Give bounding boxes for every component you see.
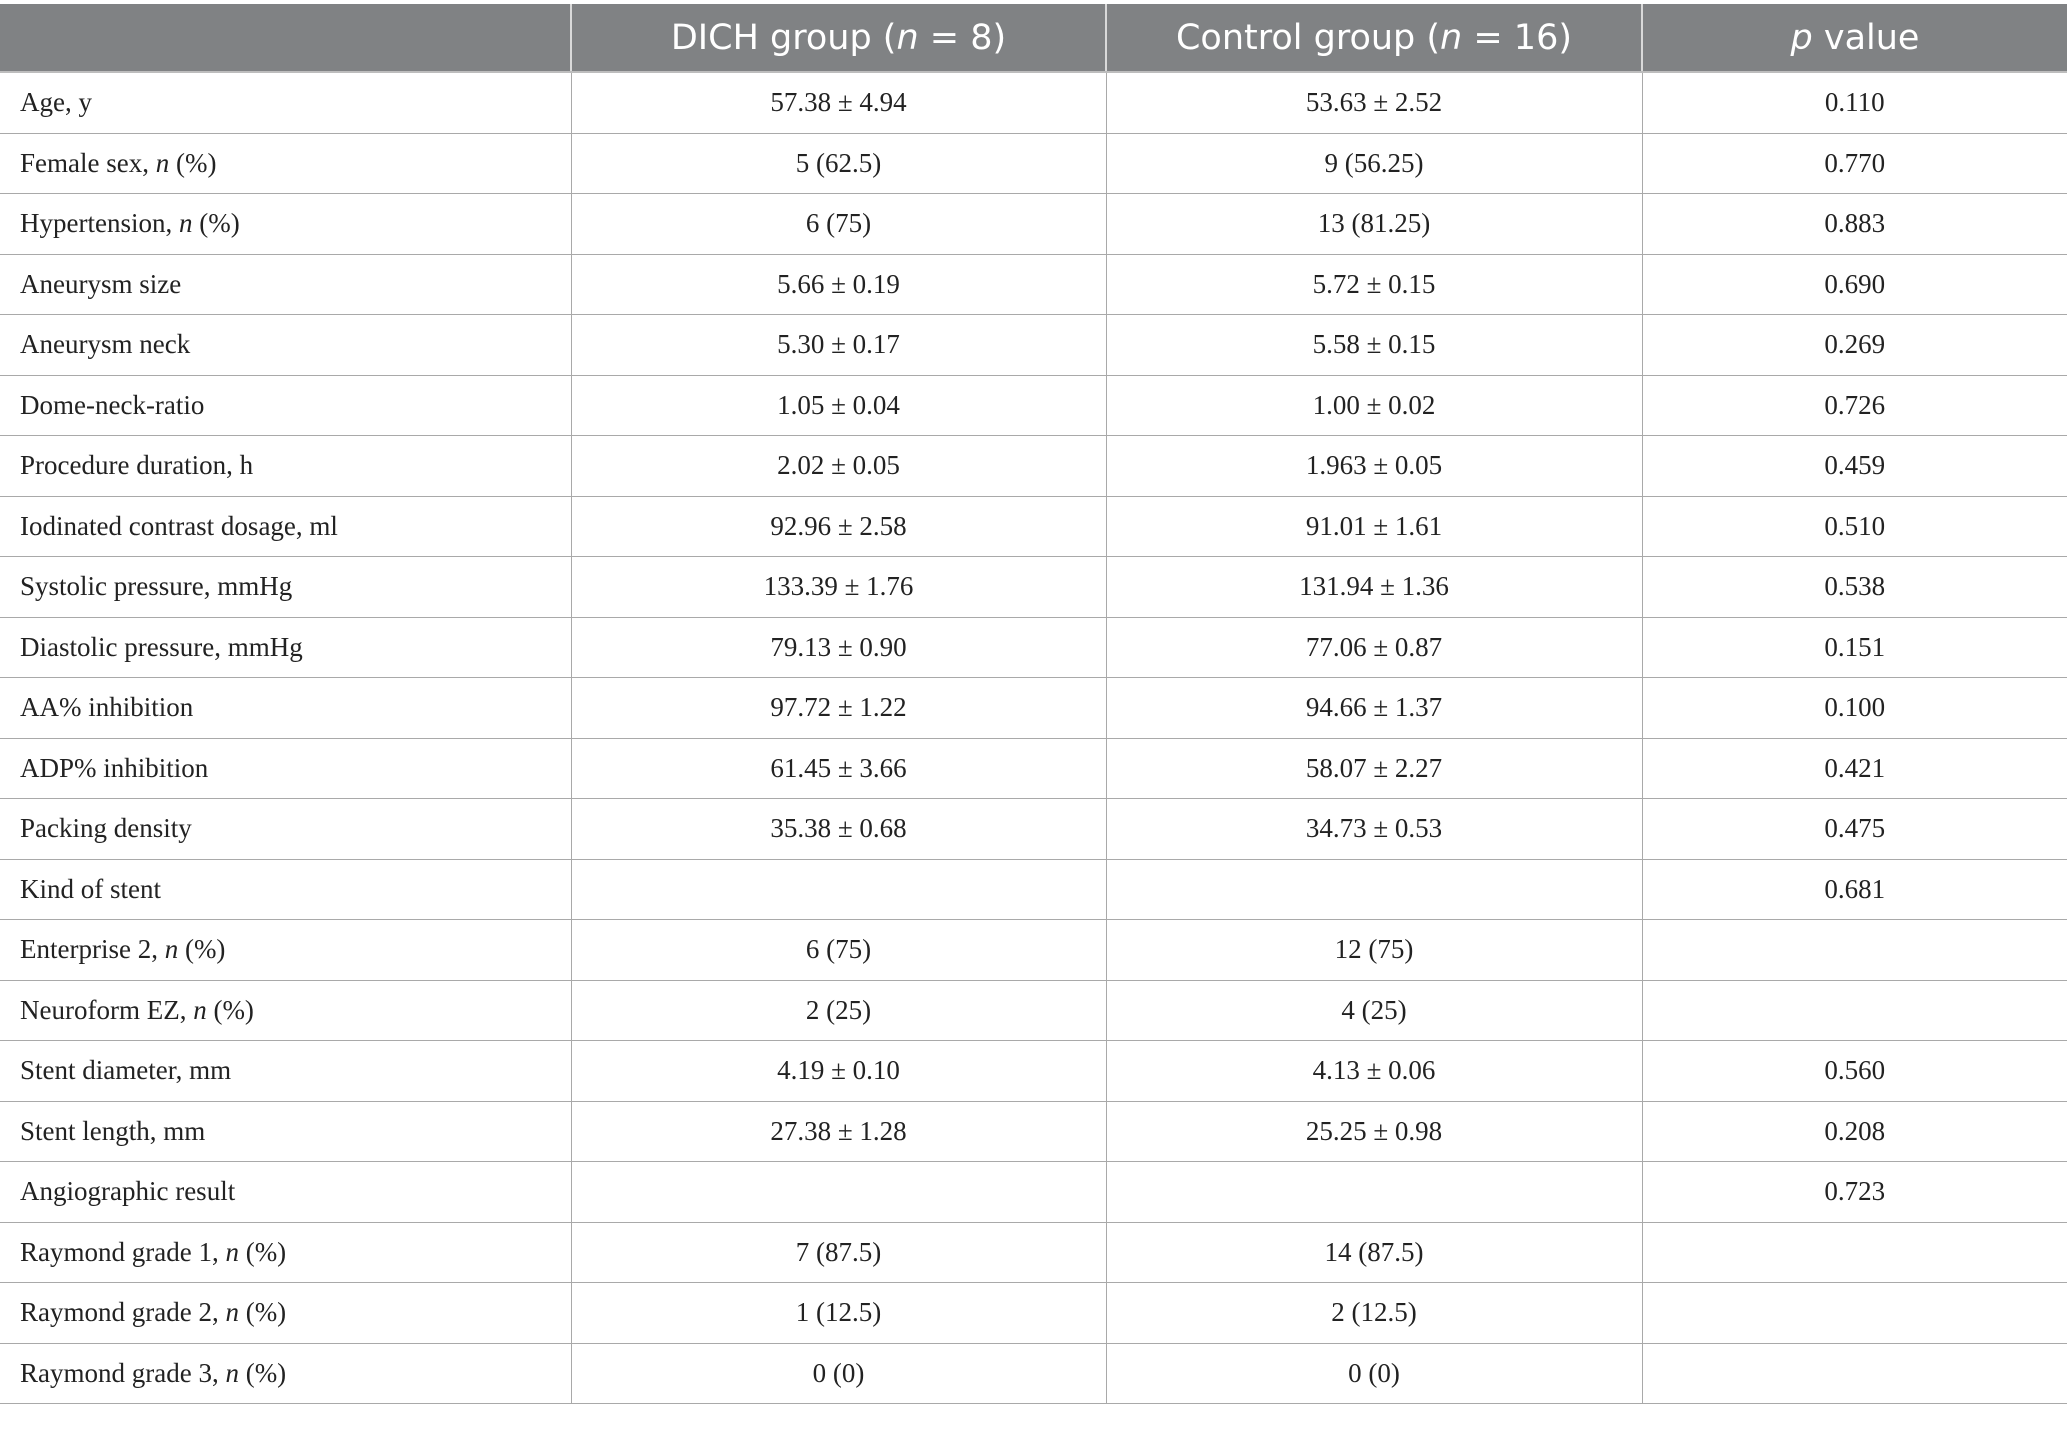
p-value-cell — [1642, 1343, 2067, 1404]
row-label-cell — [0, 72, 571, 133]
table-row — [0, 617, 2067, 678]
control-value-cell: 94.66 ± 1.37 — [1106, 678, 1642, 739]
control-value-cell: 1.00 ± 0.02 — [1106, 375, 1642, 436]
row-label: Packing density — [20, 813, 192, 844]
header-row — [0, 4, 2067, 72]
row-label: Neuroform EZ, — [20, 994, 194, 1025]
p-value-cell: 0.510 — [1642, 496, 2067, 557]
p-value-cell: 0.151 — [1642, 617, 2067, 678]
control-value-cell: 14 (87.5) — [1106, 1222, 1642, 1283]
dich-value-cell: 79.13 ± 0.90 — [571, 617, 1106, 678]
control-value-cell: 4.13 ± 0.06 — [1106, 1041, 1642, 1102]
dich-value-cell: 2 (25) — [571, 980, 1106, 1041]
header-control-suffix: = 16) — [1462, 17, 1573, 58]
header-control-group — [1106, 4, 1642, 72]
p-value-cell: 0.269 — [1642, 315, 2067, 376]
p-value-cell — [1642, 1222, 2067, 1283]
table-row — [0, 1162, 2067, 1223]
table-row — [0, 254, 2067, 315]
row-label: Iodinated contrast dosage, ml — [20, 510, 338, 541]
header-dich-group — [571, 4, 1106, 72]
table-header — [0, 4, 2067, 72]
row-label: Female sex, — [20, 147, 156, 178]
row-label: Raymond grade 2, — [20, 1297, 226, 1328]
table-row — [0, 133, 2067, 194]
row-label-tail: (%) — [238, 1236, 287, 1267]
header-p-suffix: value — [1812, 17, 1920, 58]
control-value-cell: 53.63 ± 2.52 — [1106, 72, 1642, 133]
row-label-cell — [0, 496, 571, 557]
control-value-cell — [1106, 1162, 1642, 1223]
header-dich-suffix: = 8) — [918, 17, 1007, 58]
control-value-cell: 4 (25) — [1106, 980, 1642, 1041]
header-dich-prefix: DICH group ( — [670, 17, 897, 58]
control-value-cell: 5.58 ± 0.15 — [1106, 315, 1642, 376]
dich-value-cell: 7 (87.5) — [571, 1222, 1106, 1283]
header-dich-n: n — [896, 17, 919, 58]
p-value-cell: 0.100 — [1642, 678, 2067, 739]
control-value-cell: 58.07 ± 2.27 — [1106, 738, 1642, 799]
dich-value-cell — [571, 859, 1106, 920]
row-label-cell — [0, 799, 571, 860]
control-value-cell: 77.06 ± 0.87 — [1106, 617, 1642, 678]
header-p-italic: p — [1790, 17, 1813, 58]
header-variable — [0, 4, 571, 72]
control-value-cell: 131.94 ± 1.36 — [1106, 557, 1642, 618]
table-row — [0, 1343, 2067, 1404]
table-row — [0, 194, 2067, 255]
table-row — [0, 496, 2067, 557]
table-row — [0, 859, 2067, 920]
row-label-cell — [0, 1101, 571, 1162]
dich-value-cell: 1 (12.5) — [571, 1283, 1106, 1344]
control-value-cell: 25.25 ± 0.98 — [1106, 1101, 1642, 1162]
dich-value-cell: 5 (62.5) — [571, 133, 1106, 194]
row-label: Raymond grade 3, — [20, 1357, 226, 1388]
p-value-cell — [1642, 920, 2067, 981]
table-row — [0, 72, 2067, 133]
row-label-cell — [0, 1222, 571, 1283]
row-label-italic: n — [155, 147, 170, 178]
row-label: Kind of stent — [20, 873, 161, 904]
dich-value-cell: 6 (75) — [571, 194, 1106, 255]
row-label-italic: n — [193, 994, 207, 1025]
dich-value-cell: 97.72 ± 1.22 — [571, 678, 1106, 739]
p-value-cell — [1642, 980, 2067, 1041]
dich-value-cell: 5.30 ± 0.17 — [571, 315, 1106, 376]
row-label: Aneurysm neck — [20, 329, 191, 360]
control-value-cell: 34.73 ± 0.53 — [1106, 799, 1642, 860]
row-label-cell — [0, 617, 571, 678]
p-value-cell: 0.690 — [1642, 254, 2067, 315]
table-body — [0, 72, 2067, 1404]
control-value-cell: 13 (81.25) — [1106, 194, 1642, 255]
table-row — [0, 980, 2067, 1041]
header-p-value — [1642, 4, 2067, 72]
row-label: Procedure duration, h — [20, 450, 254, 481]
row-label: Enterprise 2, — [20, 934, 165, 965]
dich-value-cell: 1.05 ± 0.04 — [571, 375, 1106, 436]
dich-value-cell: 92.96 ± 2.58 — [571, 496, 1106, 557]
row-label-cell — [0, 920, 571, 981]
row-label: Raymond grade 1, — [20, 1236, 226, 1267]
table-row — [0, 1222, 2067, 1283]
p-value-cell: 0.208 — [1642, 1101, 2067, 1162]
row-label-cell — [0, 375, 571, 436]
control-value-cell: 12 (75) — [1106, 920, 1642, 981]
row-label-cell — [0, 1162, 571, 1223]
row-label-italic: n — [164, 934, 179, 965]
row-label-tail: (%) — [178, 934, 226, 965]
table-row — [0, 678, 2067, 739]
p-value-cell: 0.723 — [1642, 1162, 2067, 1223]
row-label: Stent length, mm — [20, 1115, 206, 1146]
row-label-cell — [0, 1041, 571, 1102]
dich-value-cell: 133.39 ± 1.76 — [571, 557, 1106, 618]
control-value-cell: 0 (0) — [1106, 1343, 1642, 1404]
header-control-prefix: Control group ( — [1175, 17, 1441, 58]
p-value-cell: 0.726 — [1642, 375, 2067, 436]
p-value-cell: 0.681 — [1642, 859, 2067, 920]
p-value-cell: 0.883 — [1642, 194, 2067, 255]
dich-value-cell: 6 (75) — [571, 920, 1106, 981]
dich-value-cell: 27.38 ± 1.28 — [571, 1101, 1106, 1162]
table-row — [0, 375, 2067, 436]
p-value-cell: 0.459 — [1642, 436, 2067, 497]
p-value-cell: 0.538 — [1642, 557, 2067, 618]
control-value-cell: 2 (12.5) — [1106, 1283, 1642, 1344]
row-label-tail: (%) — [206, 994, 254, 1025]
row-label: Hypertension, — [20, 208, 179, 239]
p-value-cell: 0.770 — [1642, 133, 2067, 194]
p-value-cell: 0.421 — [1642, 738, 2067, 799]
table-row — [0, 1041, 2067, 1102]
table-row — [0, 557, 2067, 618]
dich-value-cell: 4.19 ± 0.10 — [571, 1041, 1106, 1102]
comparison-table — [0, 4, 2067, 1404]
dich-value-cell: 61.45 ± 3.66 — [571, 738, 1106, 799]
p-value-cell — [1642, 1283, 2067, 1344]
table-row — [0, 315, 2067, 376]
dich-value-cell: 57.38 ± 4.94 — [571, 72, 1106, 133]
p-value-cell: 0.475 — [1642, 799, 2067, 860]
row-label-italic: n — [178, 208, 193, 239]
row-label-tail: (%) — [192, 208, 240, 239]
control-value-cell: 9 (56.25) — [1106, 133, 1642, 194]
dich-value-cell: 0 (0) — [571, 1343, 1106, 1404]
dich-value-cell — [571, 1162, 1106, 1223]
row-label: Dome-neck-ratio — [20, 389, 205, 420]
row-label: ADP% inhibition — [20, 752, 209, 783]
row-label-cell — [0, 194, 571, 255]
row-label: Age, y — [20, 87, 92, 118]
row-label-italic: n — [225, 1297, 239, 1328]
row-label-cell — [0, 254, 571, 315]
row-label-cell — [0, 738, 571, 799]
control-value-cell: 1.963 ± 0.05 — [1106, 436, 1642, 497]
row-label: Systolic pressure, mmHg — [20, 571, 293, 602]
row-label-italic: n — [225, 1357, 239, 1388]
row-label-tail: (%) — [238, 1357, 287, 1388]
p-value-cell: 0.560 — [1642, 1041, 2067, 1102]
control-value-cell — [1106, 859, 1642, 920]
row-label-tail: (%) — [169, 147, 217, 178]
control-value-cell: 5.72 ± 0.15 — [1106, 254, 1642, 315]
row-label-cell — [0, 678, 571, 739]
dich-value-cell: 5.66 ± 0.19 — [571, 254, 1106, 315]
dich-value-cell: 2.02 ± 0.05 — [571, 436, 1106, 497]
table-row — [0, 920, 2067, 981]
row-label-cell — [0, 557, 571, 618]
row-label-italic: n — [225, 1236, 239, 1267]
row-label: Angiographic result — [20, 1176, 236, 1207]
table-row — [0, 1101, 2067, 1162]
row-label: Stent diameter, mm — [20, 1055, 232, 1086]
row-label: Aneurysm size — [20, 268, 182, 299]
row-label: AA% inhibition — [20, 692, 194, 723]
table-row — [0, 738, 2067, 799]
row-label-cell — [0, 1343, 571, 1404]
dich-value-cell: 35.38 ± 0.68 — [571, 799, 1106, 860]
row-label-cell — [0, 133, 571, 194]
table-row — [0, 436, 2067, 497]
row-label-cell — [0, 859, 571, 920]
table-row — [0, 799, 2067, 860]
row-label-cell — [0, 315, 571, 376]
row-label: Diastolic pressure, mmHg — [20, 631, 303, 662]
row-label-tail: (%) — [238, 1297, 287, 1328]
header-control-n: n — [1440, 17, 1463, 58]
control-value-cell: 91.01 ± 1.61 — [1106, 496, 1642, 557]
row-label-cell — [0, 436, 571, 497]
p-value-cell: 0.110 — [1642, 72, 2067, 133]
row-label-cell — [0, 980, 571, 1041]
table-row — [0, 1283, 2067, 1344]
row-label-cell — [0, 1283, 571, 1344]
